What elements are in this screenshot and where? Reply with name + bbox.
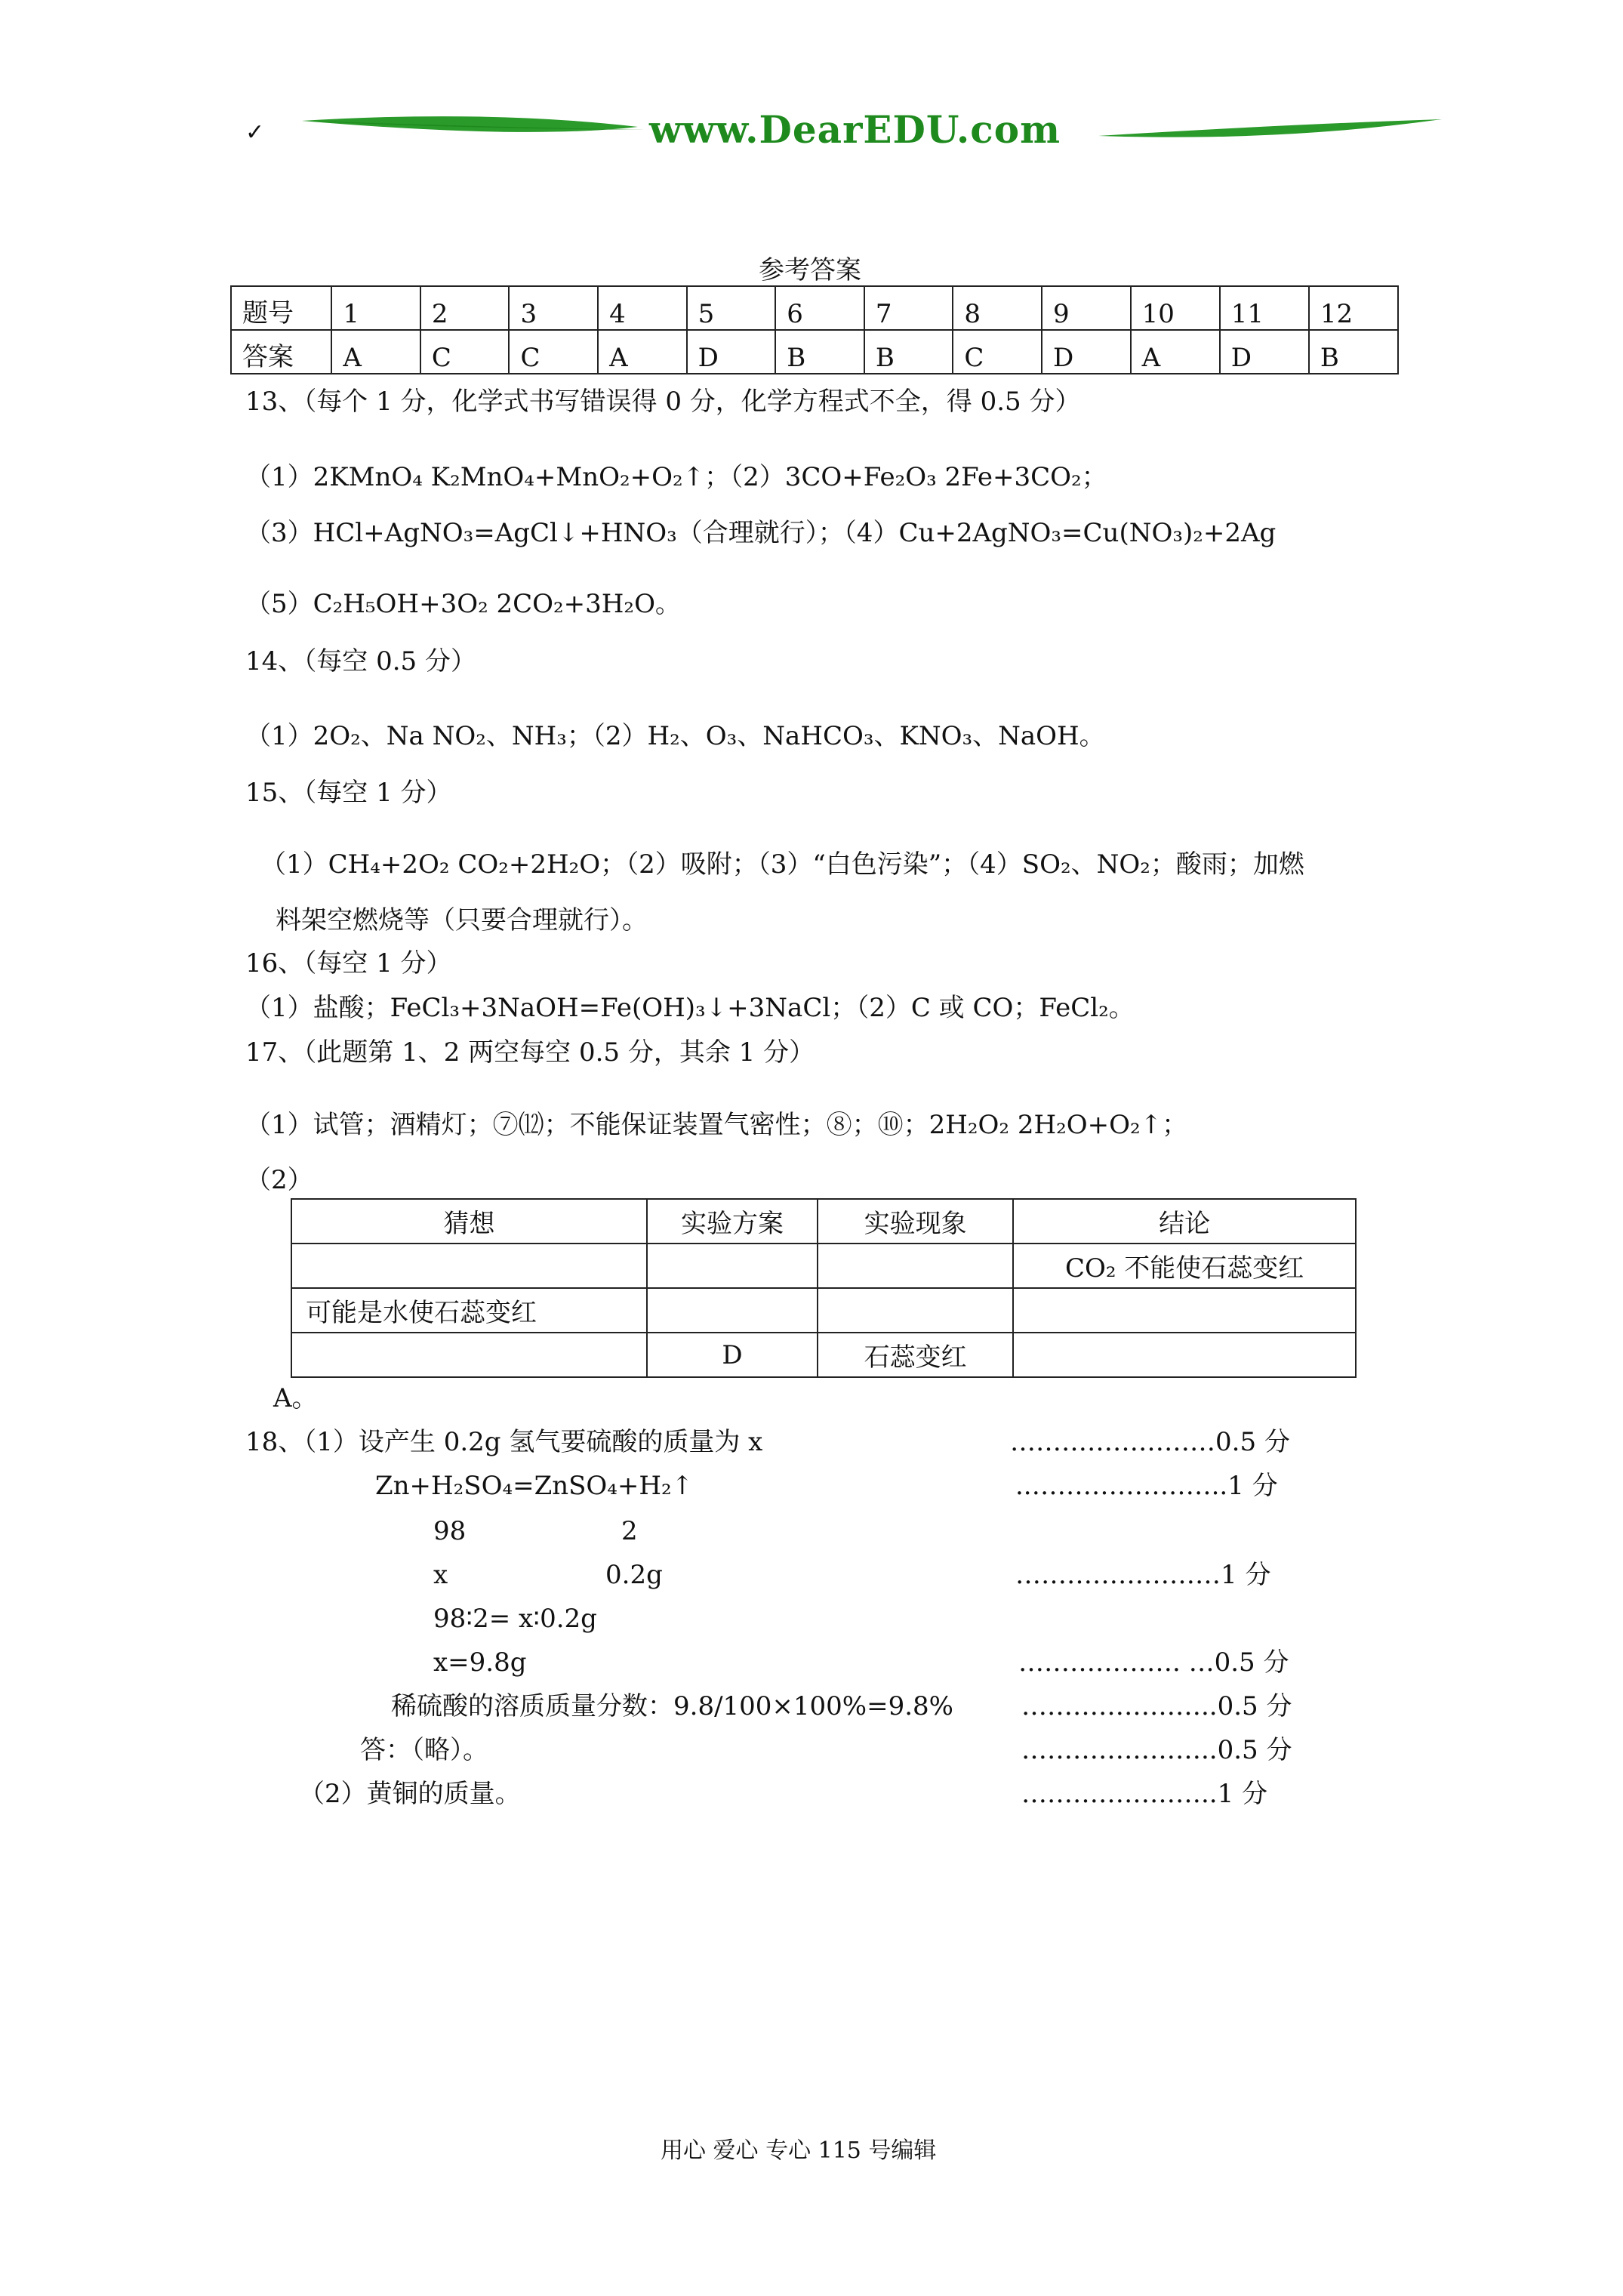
q18-ratio-right-2: 0.2g <box>605 1560 663 1590</box>
table-cell: A <box>598 330 687 374</box>
table-row <box>291 1244 1356 1288</box>
table-cell: 2 <box>420 286 510 330</box>
row-label: 题号 <box>231 286 331 330</box>
table-cell: 石蕊变红 <box>818 1333 1013 1377</box>
q18-result-score: ………………. …0.5 分 <box>1018 1647 1289 1678</box>
column-header: 实验方案 <box>647 1199 818 1244</box>
table-row <box>231 330 1398 374</box>
table-cell: 11 <box>1220 286 1309 330</box>
page-footer: 用心 爱心 专心 115 号编辑 <box>661 2137 937 2164</box>
table-header-row <box>291 1199 1356 1244</box>
column-header: 结论 <box>1013 1199 1356 1244</box>
table-cell: 4 <box>598 286 687 330</box>
q15-line-2: 料架空燃烧等（只要合理就行）。 <box>276 905 648 935</box>
q18-answer: 答：（略）。 <box>360 1735 488 1765</box>
q16-heading: 16、（每空 1 分） <box>245 948 452 978</box>
table-cell: 7 <box>864 286 953 330</box>
column-header: 实验现象 <box>818 1199 1013 1244</box>
q18-part2: （2）黄铜的质量。 <box>299 1779 521 1809</box>
q16-line-1: （1）盐酸；FeCl₃+3NaOH=Fe(OH)₃↓+3NaCl；（2）C 或 CO；FeCl₂。 <box>245 993 1135 1023</box>
q14-heading: 14、（每空 0.5 分） <box>245 646 476 676</box>
q18-result: x=9.8g <box>433 1647 527 1678</box>
q18-heading: 18、（1）设产生 0.2g 氢气要硫酸的质量为 x <box>245 1427 763 1457</box>
table-row <box>231 286 1398 330</box>
column-header: 猜想 <box>291 1199 647 1244</box>
row-label: 答案 <box>231 330 331 374</box>
table-cell: 8 <box>953 286 1042 330</box>
table-cell <box>1013 1333 1356 1377</box>
table-cell: D <box>1042 330 1131 374</box>
table-cell: 9 <box>1042 286 1131 330</box>
q18-equation-score: ..…………………..1 分 <box>1015 1471 1278 1501</box>
table-cell: C <box>420 330 510 374</box>
page-title: 参考答案 <box>759 255 861 285</box>
q13-line-3: （5）C₂H₅OH+3O₂ 2CO₂+3H₂O。 <box>245 589 681 619</box>
experiment-table <box>291 1198 1357 1378</box>
q18-fraction: 稀硫酸的溶质质量分数：9.8/100×100%=9.8% <box>391 1691 953 1721</box>
q14-line-1: （1）2O₂、Na NO₂、NH₃；（2）H₂、O₃、NaHCO₃、KNO₃、NaOH。 <box>245 721 1105 751</box>
q18-ratio-score: ……………………1 分 <box>1015 1560 1271 1590</box>
q13-line-1: （1）2KMnO₄ K₂MnO₄+MnO₂+O₂↑；（2）3CO+Fe₂O₃ 2Fe+3CO₂； <box>245 462 1107 492</box>
table-cell: 1 <box>331 286 420 330</box>
q18-ratio-left-1: 98 <box>433 1516 467 1546</box>
table-cell: A <box>331 330 420 374</box>
table-row <box>291 1288 1356 1333</box>
q18-equation: Zn+H₂SO₄=ZnSO₄+H₂↑ <box>375 1471 694 1501</box>
table-cell <box>647 1244 818 1288</box>
table-cell: A <box>1131 330 1220 374</box>
q17-part2-label: （2） <box>245 1165 313 1195</box>
check-mark-icon: ✓ <box>245 119 265 146</box>
q18-answer-score: …………………..0.5 分 <box>1021 1735 1292 1765</box>
answer-table <box>230 285 1399 374</box>
table-cell: D <box>1220 330 1309 374</box>
q17-part3: A。 <box>273 1383 318 1413</box>
q18-part2-score: …………………..1 分 <box>1021 1779 1268 1809</box>
table-cell: B <box>775 330 864 374</box>
q18-ratio-left-2: x <box>433 1560 448 1590</box>
table-cell: B <box>1309 330 1398 374</box>
q15-heading: 15、（每空 1 分） <box>245 778 452 808</box>
banner-text: www.DearEDU.com <box>649 107 1061 152</box>
q17-heading: 17、（此题第 1、2 两空每空 0.5 分，其余 1 分） <box>245 1037 815 1068</box>
q13-line-2: （3）HCl+AgNO₃=AgCl↓+HNO₃（合理就行）；（4）Cu+2AgNO₃=Cu(NO₃)₂+2Ag <box>245 518 1277 548</box>
q18-fraction-score: …………………..0.5 分 <box>1021 1691 1292 1721</box>
table-cell <box>647 1288 818 1333</box>
table-cell: 10 <box>1131 286 1220 330</box>
q18-proportion: 98∶2= x∶0.2g <box>433 1604 597 1634</box>
q18-ratio-right-1: 2 <box>621 1516 638 1546</box>
table-cell: C <box>509 330 598 374</box>
q18-heading-score: ……………………0.5 分 <box>1010 1427 1290 1457</box>
table-cell: 3 <box>509 286 598 330</box>
table-cell <box>291 1333 647 1377</box>
table-cell <box>818 1288 1013 1333</box>
table-cell: 5 <box>687 286 776 330</box>
q13-heading: 13、（每个 1 分，化学式书写错误得 0 分，化学方程式不全，得 0.5 分） <box>245 387 1081 417</box>
table-cell: CO₂ 不能使石蕊变红 <box>1013 1244 1356 1288</box>
table-cell: 6 <box>775 286 864 330</box>
table-row <box>291 1333 1356 1377</box>
q17-line-1: （1）试管；酒精灯；⑦⑿；不能保证装置气密性；⑧；⑩；2H₂O₂ 2H₂O+O₂↑； <box>245 1110 1188 1140</box>
table-cell <box>291 1244 647 1288</box>
table-cell: B <box>864 330 953 374</box>
table-cell <box>818 1244 1013 1288</box>
table-cell: 可能是水使石蕊变红 <box>291 1288 647 1333</box>
table-cell: D <box>687 330 776 374</box>
table-cell <box>1013 1288 1356 1333</box>
table-cell: 12 <box>1309 286 1398 330</box>
table-cell: D <box>647 1333 818 1377</box>
q15-line-1: （1）CH₄+2O₂ CO₂+2H₂O；（2）吸附；（3）“白色污染”；（4）SO₂、NO₂；酸雨；加燃 <box>260 849 1304 880</box>
table-cell: C <box>953 330 1042 374</box>
